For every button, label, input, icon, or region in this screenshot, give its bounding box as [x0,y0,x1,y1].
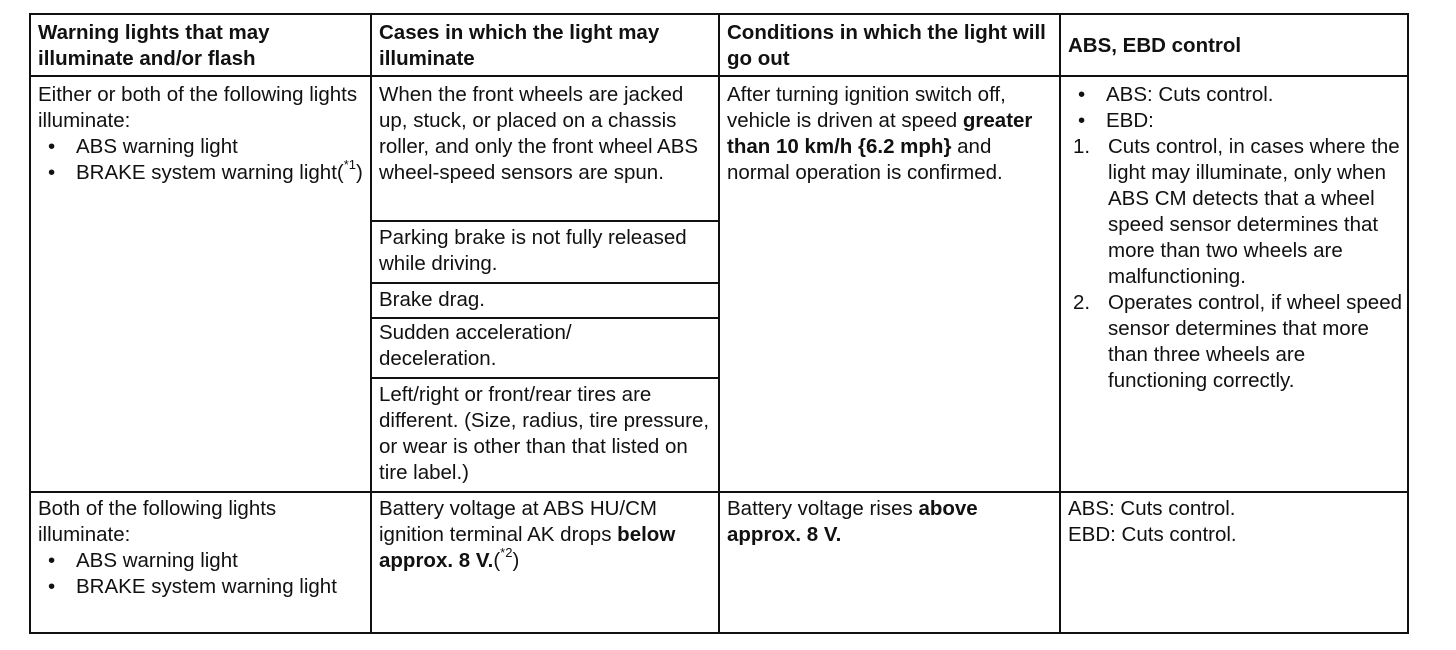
footnote-marker: *2 [500,545,513,561]
control-numbered [1073,134,1403,394]
row1-warning-lights [38,82,363,186]
case-item: When the front wheels are jacked up, stuck, or placed on a chassis roller, and only the front wheel ABS wheel-speed sensors are spun. [379,83,699,184]
list-item: • BRAKE system warning light($^{*1}$) [38,160,363,186]
footnote-marker: *1 [343,157,357,173]
row1-lights-intro: Either or both of the following lights illuminate: [38,83,358,132]
list-item: • ABS warning light [38,134,363,160]
list-item: • ABS warning light [38,548,363,574]
header-cases: Cases in which the light may illuminate [379,21,660,70]
row2-control [1068,496,1403,548]
case-item: Parking brake is not fully released while driving. [379,226,687,275]
case-divider [370,282,720,284]
row1-control [1068,82,1403,394]
case-item: Sudden acceleration/ deceleration. [379,321,572,370]
list-item: 2. Operates control, if wheel speed sensor determines that more than three wheels are functioning correctly. [1073,291,1402,392]
header-divider [31,75,1407,77]
row-divider [31,491,1407,493]
case-divider [370,220,720,222]
control-line: ABS: Cuts control. [1068,497,1236,520]
column-divider [718,15,720,632]
header-conditions: Conditions in which the light will go out [727,21,1046,70]
row2-case: Battery voltage at ABS HU/CM ignition terminal AK drops below approx. 8 V.($^{*2}$) [379,497,676,572]
column-divider [1059,15,1061,632]
column-divider [370,15,372,632]
control-line: EBD: Cuts control. [1068,523,1237,546]
row2-lights-intro: Both of the following lights illuminate: [38,497,277,546]
control-bullets [1068,82,1403,134]
warning-lights-table [29,13,1409,634]
list-item: 1. Cuts control, in cases where the light may illuminate, only when ABS CM detects that a wheel speed sensor determines that more than two wheels are malfunctioning. [1073,135,1400,288]
row2-condition: Battery voltage rises above approx. 8 V. [727,497,978,546]
case-divider [370,317,720,319]
row2-warning-lights [38,496,363,600]
case-item: Left/right or front/rear tires are different. (Size, radius, tire pressure, or wear is other than that listed on tire label.) [379,383,710,484]
row1-lights-list [38,134,363,186]
list-item: • EBD: [1068,108,1403,134]
list-item: • ABS: Cuts control. [1068,82,1403,108]
case-item: Brake drag. [379,288,485,311]
header-abs-ebd-control: ABS, EBD control [1068,34,1242,57]
list-item: • BRAKE system warning light [38,574,363,600]
row2-lights-list [38,548,363,600]
row1-condition: After turning ignition switch off, vehicle is driven at speed greater than 10 km/h {6.2 mph} and normal operation is confirmed. [727,83,1033,184]
header-warning-lights: Warning lights that may illuminate and/or flash [38,21,270,70]
case-divider [370,377,720,379]
